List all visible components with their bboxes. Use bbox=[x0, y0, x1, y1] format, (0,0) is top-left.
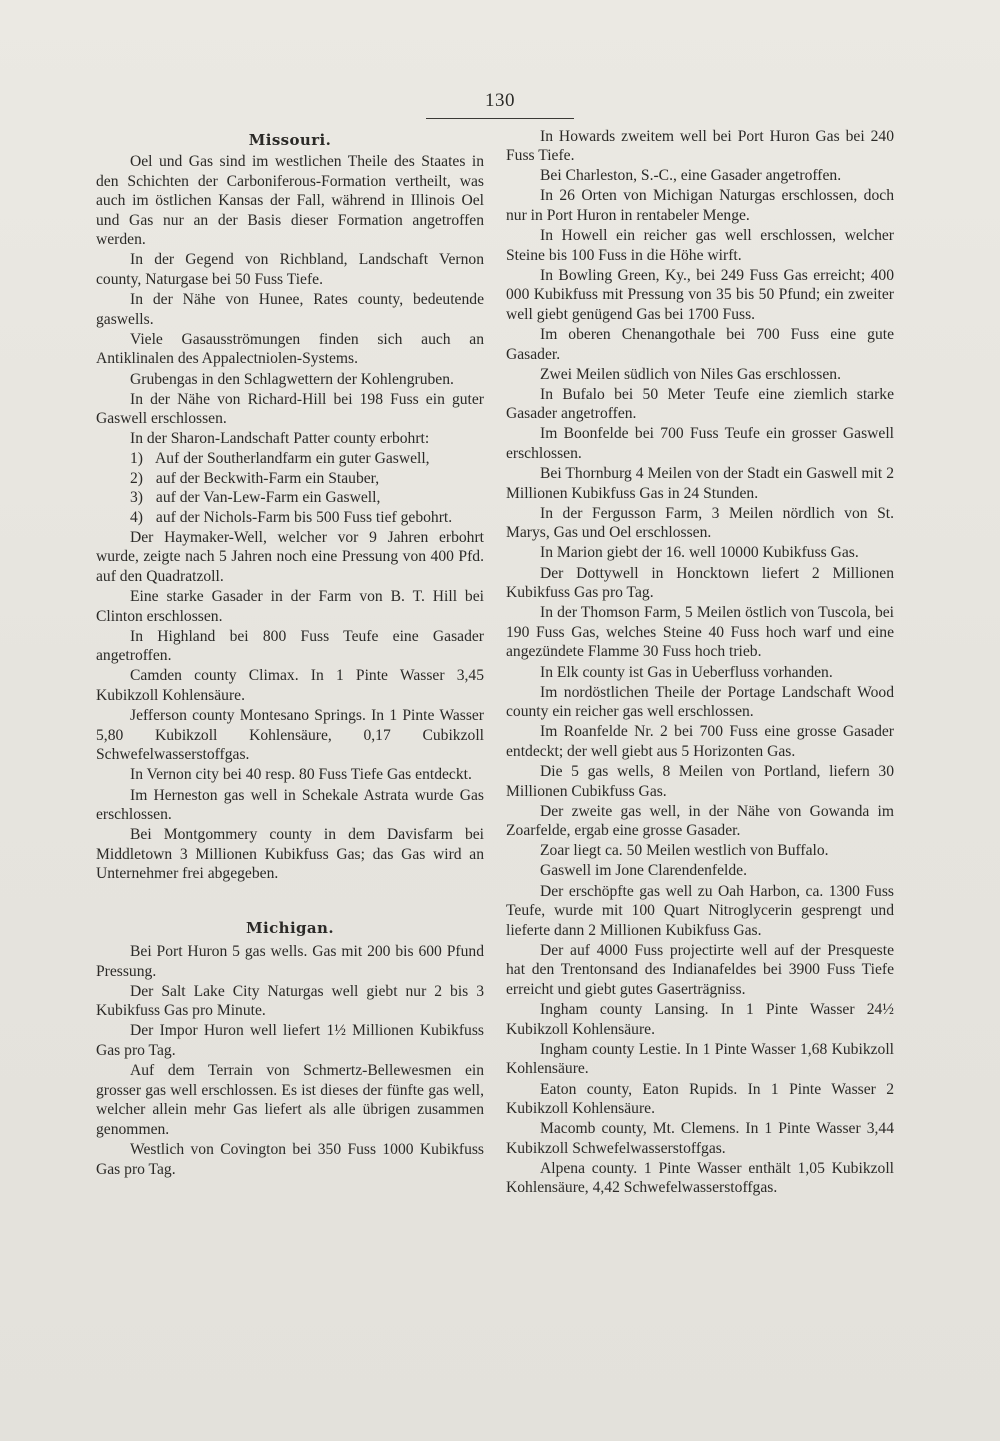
list-number: 4) bbox=[130, 508, 143, 526]
section-heading-missouri: Missouri. bbox=[248, 131, 332, 149]
paragraph: In 26 Orten von Michigan Naturgas erschlossen, doch nur in Port Huron in rentabeler Menge. bbox=[506, 187, 894, 224]
list-item bbox=[130, 449, 484, 469]
paragraph: Bei Charleston, S.-C., eine Gasader angetroffen. bbox=[540, 167, 842, 185]
paragraph: Oel und Gas sind im westlichen Theile des Staates in den Schichten der Carboniferous-Formation vertheilt, was auch im östlichen Kansas der Fall, während in Illinois Oel und Gas nur an der Basis dieser Formation angetroffen werden. bbox=[96, 153, 484, 249]
paragraph: Jefferson county Montesano Springs. In 1 Pinte Wasser 5,80 Kubikzoll Kohlensäure, 0,17 Cubikzoll Schwefelwasserstoffgas. bbox=[96, 707, 484, 764]
paragraph: In der Gegend von Richbland, Landschaft Vernon county, Naturgase bei 50 Fuss Tiefe. bbox=[96, 251, 484, 289]
list-text: auf der Nichols-Farm bis 500 Fuss tief gebohrt. bbox=[155, 508, 453, 526]
paragraph: Ingham county Lestie. In 1 Pinte Wasser 1,68 Kubikzoll Kohlensäure. bbox=[506, 1040, 894, 1078]
page-number: 130 bbox=[485, 90, 515, 111]
paragraph: Alpena county. 1 Pinte Wasser enthält 1,05 Kubikzoll Kohlensäure, 4,42 Schwefelwasserstoffgas. bbox=[506, 1159, 894, 1197]
paragraph: Grubengas in den Schlagwettern der Kohlengruben. bbox=[130, 370, 454, 388]
paragraph: Der auf 4000 Fuss projectirte well auf der Presqueste hat den Trentonsand des Indianafeldes bei 3900 Fuss Tiefe erreicht und giebt gutes Gaserträgniss. bbox=[506, 941, 894, 999]
paragraph: In der Nähe von Hunee, Rates county, bedeutende gaswells. bbox=[96, 291, 484, 328]
header-rule bbox=[426, 118, 574, 119]
list-text: Auf der Southerlandfarm ein guter Gaswell, bbox=[155, 449, 430, 467]
paragraph: Bei Montgommery county in dem Davisfarm bei Middletown 3 Millionen Kubikfuss Gas; das Gas wird an Unternehmer frei abgegeben. bbox=[96, 826, 484, 883]
paragraph: Im nordöstlichen Theile der Portage Landschaft Wood county ein reicher gas well erschlossen. bbox=[506, 683, 894, 721]
paragraph: Macomb county, Mt. Clemens. In 1 Pinte Wasser 3,44 Kubikzoll Schwefelwasserstoffgas. bbox=[506, 1120, 894, 1157]
paragraph: Viele Gasausströmungen finden sich auch an Antiklinalen des Appalectniolen-Systems. bbox=[96, 330, 484, 368]
numbered-list bbox=[96, 449, 484, 527]
list-number: 2) bbox=[130, 469, 143, 487]
paragraph: Der erschöpfte gas well zu Oah Harbon, ca. 1300 Fuss Teufe, wurde mit 100 Quart Nitroglycerin gesprengt und lieferte dann 2 Millionen Kubikfuss Gas. bbox=[506, 882, 894, 939]
paragraph: Eine starke Gasader in der Farm von B. T. Hill bei Clinton erschlossen. bbox=[96, 588, 484, 625]
paragraph: Der zweite gas well, in der Nähe von Gowanda im Zoarfelde, ergab eine grosse Gasader. bbox=[506, 802, 894, 840]
paragraph: Im oberen Chenangothale bei 700 Fuss eine gute Gasader. bbox=[506, 325, 894, 363]
paragraph: Die 5 gas wells, 8 Meilen von Portland, liefern 30 Millionen Cubikfuss Gas. bbox=[506, 763, 894, 800]
paragraph: In Marion giebt der 16. well 10000 Kubikfuss Gas. bbox=[540, 544, 859, 562]
paragraph: In Bowling Green, Ky., bei 249 Fuss Gas erreicht; 400 000 Kubikfuss mit Pressung von 35 bis 50 Pfund; ein zweiter well giebt genügend Gas bei 1700 Fuss. bbox=[506, 266, 894, 323]
paragraph: In Howell ein reicher gas well erschlossen, welcher Steine bis 100 Fuss in die Höhe wirft. bbox=[506, 226, 894, 264]
paragraph: In Elk county ist Gas in Ueberfluss vorhanden. bbox=[540, 663, 833, 681]
paragraph: Bei Thornburg 4 Meilen von der Stadt ein Gaswell mit 2 Millionen Kubikfuss Gas in 24 Stunden. bbox=[506, 465, 894, 502]
paragraph: Camden county Climax. In 1 Pinte Wasser 3,45 Kubikzoll Kohlensäure. bbox=[96, 667, 484, 705]
paragraph: Der Impor Huron well liefert 1½ Millionen Kubikfuss Gas pro Tag. bbox=[96, 1022, 484, 1059]
list-item bbox=[130, 488, 484, 508]
paragraph: In Highland bei 800 Fuss Teufe eine Gasader angetroffen. bbox=[96, 627, 484, 665]
paragraph: In der Fergusson Farm, 3 Meilen nördlich von St. Marys, Gas und Oel erschlossen. bbox=[506, 504, 894, 542]
paragraph: Eaton county, Eaton Rupids. In 1 Pinte Wasser 2 Kubikzoll Kohlensäure. bbox=[506, 1080, 894, 1118]
paragraph: In der Nähe von Richard-Hill bei 198 Fuss ein guter Gaswell erschlossen. bbox=[96, 390, 484, 428]
paragraph: Der Salt Lake City Naturgas well giebt nur 2 bis 3 Kubikfuss Gas pro Minute. bbox=[96, 982, 484, 1020]
paragraph: Der Haymaker-Well, welcher vor 9 Jahren erbohrt wurde, zeigte nach 5 Jahren noch eine Pressung von 400 Pfd. auf den Quadratzoll. bbox=[96, 528, 484, 585]
right-column bbox=[506, 126, 894, 1198]
list-item bbox=[130, 508, 484, 528]
paragraph: Im Boonfelde bei 700 Fuss Teufe ein grosser Gaswell erschlossen. bbox=[506, 425, 894, 462]
paragraph: In Howards zweitem well bei Port Huron Gas bei 240 Fuss Tiefe. bbox=[506, 127, 894, 165]
paragraph: In Vernon city bei 40 resp. 80 Fuss Tiefe Gas entdeckt. bbox=[130, 766, 472, 784]
list-number: 1) bbox=[130, 449, 143, 467]
paragraph: Westlich von Covington bei 350 Fuss 1000 Kubikfuss Gas pro Tag. bbox=[96, 1140, 484, 1178]
paragraph: In der Sharon-Landschaft Patter county erbohrt: bbox=[130, 430, 430, 448]
paragraph: In Bufalo bei 50 Meter Teufe eine ziemlich starke Gasader angetroffen. bbox=[506, 385, 894, 423]
paragraph: Der Dottywell in Honcktown liefert 2 Millionen Kubikfuss Gas pro Tag. bbox=[506, 564, 894, 602]
list-text: auf der Beckwith-Farm ein Stauber, bbox=[155, 469, 380, 487]
paragraph: Bei Port Huron 5 gas wells. Gas mit 200 bis 600 Pfund Pressung. bbox=[96, 942, 484, 980]
left-column bbox=[96, 126, 484, 1179]
paragraph: Zwei Meilen südlich von Niles Gas erschlossen. bbox=[540, 365, 841, 383]
list-number: 3) bbox=[130, 489, 143, 507]
paragraph: Zoar liegt ca. 50 Meilen westlich von Buffalo. bbox=[540, 842, 829, 860]
paragraph: Auf dem Terrain von Schmertz-Bellewesmen ein grosser gas well erschlossen. Es ist dieses der fünfte gas well, welcher allein mehr Gas liefert als alle übrigen zusammen genommen. bbox=[96, 1062, 484, 1138]
paragraph: In der Thomson Farm, 5 Meilen östlich von Tuscola, bei 190 Fuss Gas, welches Steine 40 Fuss hoch warf und eine angezündete Flamme 30 Fuss hoch trieb. bbox=[506, 604, 894, 661]
paragraph: Im Roanfelde Nr. 2 bei 700 Fuss eine grosse Gasader entdeckt; der well giebt aus 5 Horizonten Gas. bbox=[506, 723, 894, 760]
list-text: auf der Van-Lew-Farm ein Gaswell, bbox=[155, 489, 381, 507]
paragraph: Gaswell im Jone Clarendenfelde. bbox=[540, 862, 747, 880]
paragraph: Ingham county Lansing. In 1 Pinte Wasser 24½ Kubikzoll Kohlensäure. bbox=[506, 1001, 894, 1038]
paragraph: Im Herneston gas well in Schekale Astrata wurde Gas erschlossen. bbox=[96, 786, 484, 824]
list-item bbox=[130, 469, 484, 489]
section-heading-michigan: Michigan. bbox=[246, 918, 334, 937]
